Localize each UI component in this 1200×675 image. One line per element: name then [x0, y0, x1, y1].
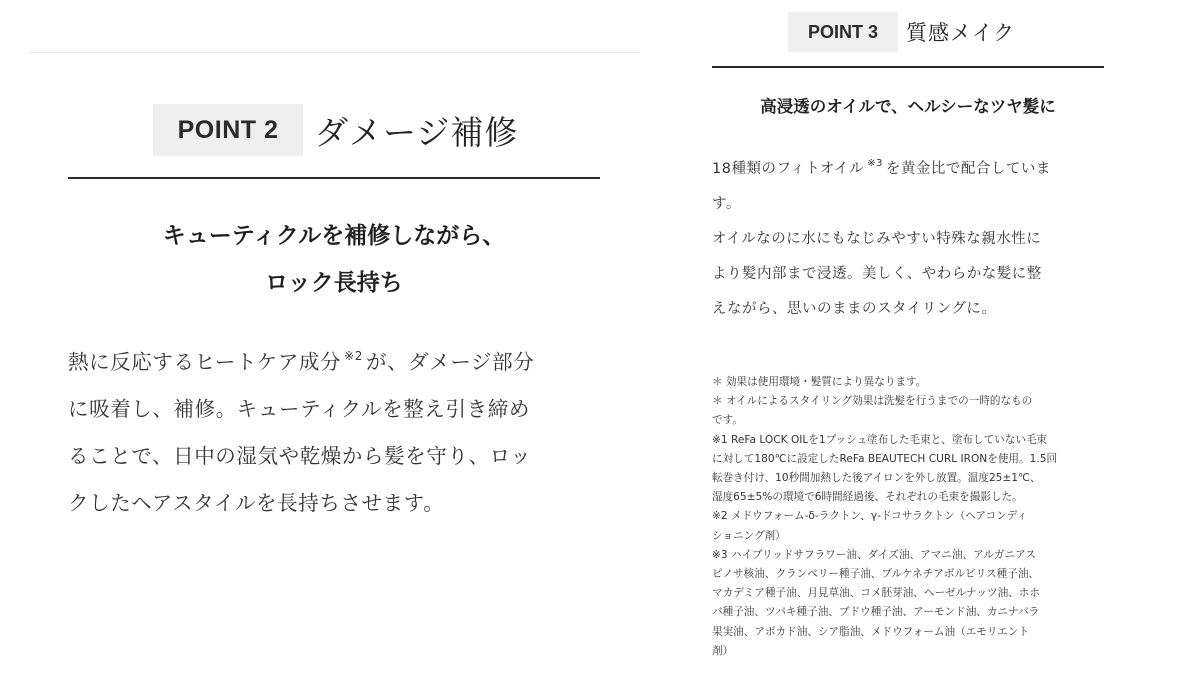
point3-body-line: より髪内部まで浸透。美しく、やわらかな髪に整: [712, 266, 1042, 282]
point2-lead: [68, 213, 600, 307]
footnotes: [712, 373, 1112, 661]
footnote-line: です。: [712, 414, 743, 427]
point3-heading: [788, 12, 1015, 52]
footnote-line: ピノサ核油、クランベリー種子油、プルケネチアボルビリス種子油、: [712, 568, 1040, 581]
point3-body-line: 18種類のフィトオイル $^{※3}$ を黄金比で配合していま: [712, 158, 1051, 177]
footnote-line: ショニング剤）: [712, 529, 786, 542]
footnote-line: ※2 メドウフォーム-δ-ラクトン、γ-ドコサラクトン（ヘアコンディ: [712, 510, 1028, 523]
point2-body-line: ることで、日中の湿気や乾燥から髪を守り、ロッ: [68, 444, 532, 468]
point3-title: 質感メイク: [906, 21, 1016, 45]
footnote-line: バ種子油、ツバキ種子油、ブドウ種子油、アーモンド油、カニナバラ: [712, 606, 1040, 619]
point3-body: [712, 146, 1112, 327]
footnote-line: マカデミア種子油、月見草油、コメ胚芽油、ヘーゼルナッツ油、ホホ: [712, 587, 1040, 600]
footnote-line: 果実油、アボカド油、シア脂油、メドウフォーム油（エモリエント: [712, 625, 1030, 638]
point2-heading: [153, 104, 518, 156]
point2-body-line: 熱に反応するヒートケア成分 $^{※2}$ が、ダメージ部分: [68, 349, 535, 374]
point2-heading-rule: [68, 177, 600, 179]
point2-lead-line: キューティクルを補修しながら、: [162, 223, 506, 249]
point3-heading-rule: [712, 66, 1104, 68]
top-divider: [30, 52, 640, 53]
point3-body-line: す。: [712, 196, 741, 212]
point3-badge: POINT 3: [788, 12, 898, 52]
point2-body-line: に吸着し、補修。キューティクルを整え引き締め: [68, 397, 530, 421]
footnote-line: ＊ 効果は使用環境・髪質により異なります。: [712, 376, 927, 388]
footnote-marker: ※3: [867, 158, 883, 169]
footnote-line: ※1 ReFa LOCK OILを1プッシュ塗布した毛束と、塗布していない毛束: [712, 433, 1048, 446]
point2-body: [68, 333, 600, 527]
point2-lead-line: ロック長持ち: [265, 270, 403, 296]
footnote-line: ※3 ハイブリッドサフラワー油、ダイズ油、アマニ油、アルガニアス: [712, 548, 1036, 561]
point3-body-line: えながら、思いのままのスタイリングに。: [712, 301, 997, 317]
footnote-line: ＊ オイルによるスタイリング効果は洗髪を行うまでの一時的なもの: [712, 395, 1033, 408]
footnote-line: 転巻き付け、10秒間加熱した後アイロンを外し放置。温度25±1℃、: [712, 472, 1041, 485]
footnote-line: に対して180℃に設定したReFa BEAUTECH CURL IRONを使用。1.5回: [712, 452, 1058, 465]
footnote-line: 湿度65±5%の環境で6時間経過後、それぞれの毛束を撮影した。: [712, 491, 1023, 504]
point3-panel: [700, 0, 1200, 675]
point2-title: ダメージ補修: [315, 112, 519, 152]
point2-badge: POINT 2: [153, 104, 303, 156]
point2-body-line: クしたヘアスタイルを長持ちさせます。: [68, 491, 445, 515]
footnote-line: 剤）: [712, 644, 734, 657]
point3-lead: 高浸透のオイルで、ヘルシーなツヤ髪に: [760, 97, 1056, 116]
footnote-marker: ※2: [344, 349, 363, 363]
point3-body-line: オイルなのに水にもなじみやすい特殊な親水性に: [712, 231, 1042, 247]
